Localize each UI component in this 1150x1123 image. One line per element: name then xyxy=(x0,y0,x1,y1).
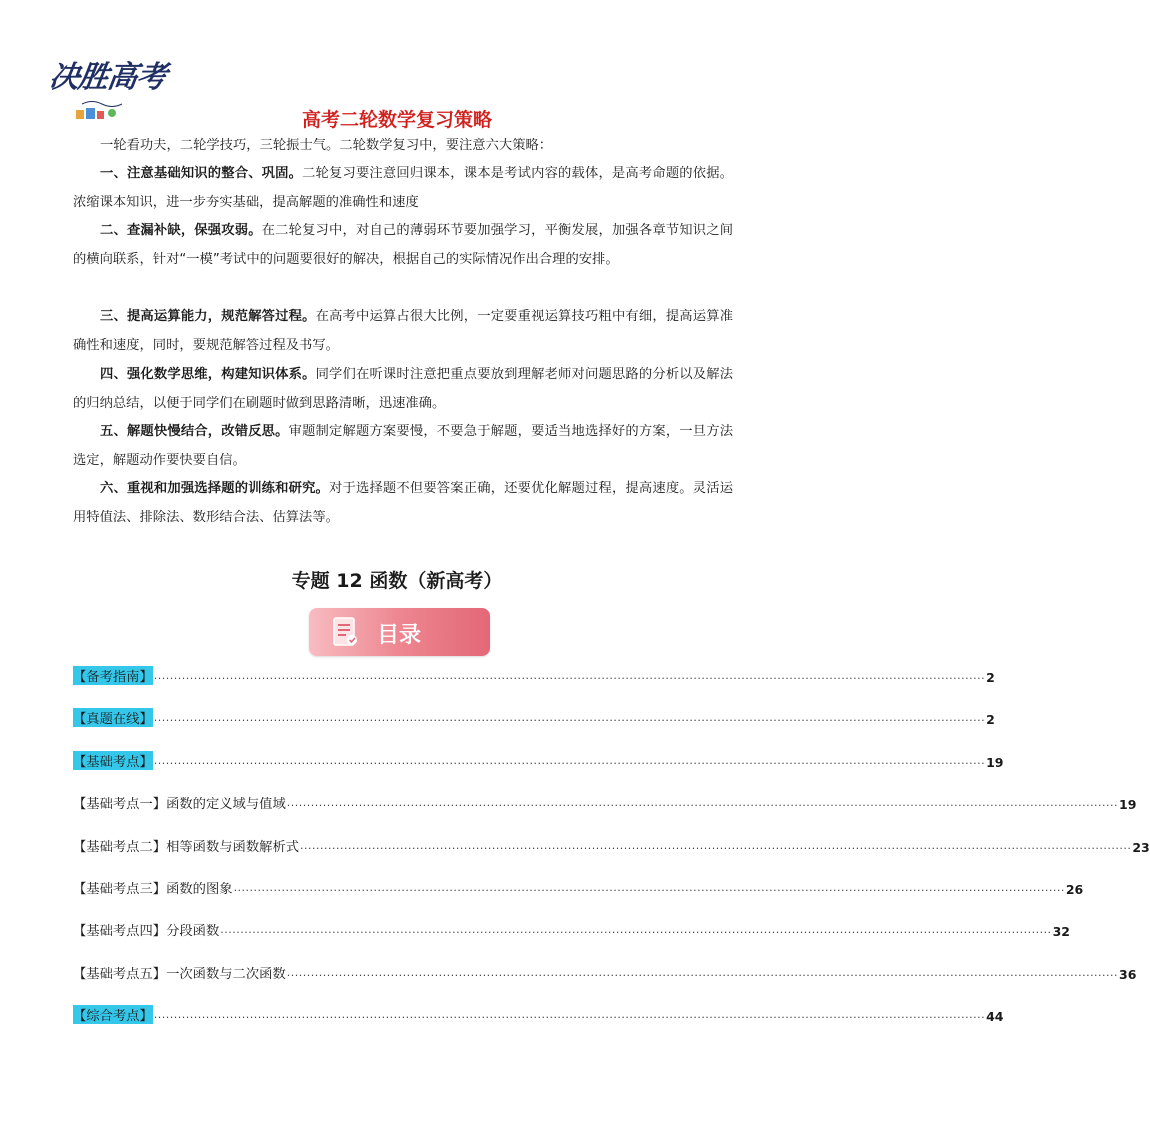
intro-paragraph: 一轮看功夫，二轮学技巧，三轮振士气。二轮数学复习中，要注意六大策略： xyxy=(100,138,553,153)
toc-item[interactable] xyxy=(73,663,995,685)
toc-item-label: 【基础考点】 xyxy=(73,751,153,770)
toc-item[interactable] xyxy=(73,705,995,727)
toc-item-page: 44 xyxy=(986,1009,1004,1024)
page-title: 高考二轮数学复习策略 xyxy=(301,109,492,131)
toc-item[interactable] xyxy=(73,790,1137,812)
toc-item-page: 26 xyxy=(1065,882,1084,897)
strategy-head: 六、重视和加强选择题的训练和研究。 xyxy=(100,481,330,496)
strategy-paragraph-3 xyxy=(73,303,733,360)
document-icon xyxy=(331,616,359,648)
strategy-head: 一、注意基础知识的整合、巩固。 xyxy=(100,166,303,181)
section-title: 专题 12 函数（新高考） xyxy=(291,570,503,592)
toc-banner-label: 目录 xyxy=(377,623,422,648)
toc-item-label: 【备考指南】 xyxy=(73,666,153,685)
toc-item[interactable] xyxy=(73,748,1004,770)
toc-item-label: 【基础考点四】分段函数 xyxy=(73,924,220,939)
strategy-head: 二、查漏补缺，保强攻弱。 xyxy=(100,223,262,238)
strategy-body: 同学们在听课时注意把重点要放到理解老师对问题思路的分析以及解法的归纳总结，以便于同学们在刷题时做到思路清晰，迅速准确。 xyxy=(73,367,734,411)
toc-leader: ................................................................................................................................................................................................................ xyxy=(286,966,1119,979)
toc-leader: ................................................................................................................................................................................................................ xyxy=(153,669,986,682)
strategy-body: 在二轮复习中，对自己的薄弱环节要加强学习，平衡发展，加强各章节知识之间的横向联系，针对“一模”考试中的问题要很好的解决，根据自己的实际情况作出合理的安排。 xyxy=(73,223,734,267)
toc-item[interactable] xyxy=(73,917,1070,939)
toc-item-label: 【基础考点三】函数的图象 xyxy=(73,882,233,897)
strategy-body: 在高考中运算占很大比例，一定要重视运算技巧粗中有细，提高运算准确性和速度，同时，要规范解答过程及书写。 xyxy=(73,309,734,353)
toc-item-page: 2 xyxy=(986,670,995,685)
strategy-body: 二轮复习要注意回归课本，课本是考试内容的载体，是高考命题的依据。浓缩课本知识，进一步夯实基础，提高解题的准确性和速度 xyxy=(73,166,734,210)
strategy-paragraph-5 xyxy=(73,418,733,475)
logo-text: 决胜高考 xyxy=(47,60,168,95)
toc-leader: ................................................................................................................................................................................................................ xyxy=(153,711,986,724)
toc-leader: ................................................................................................................................................................................................................ xyxy=(153,754,986,767)
toc-item-page: 32 xyxy=(1052,924,1070,939)
toc-leader: ................................................................................................................................................................................................................ xyxy=(153,1008,986,1021)
toc-leader: ................................................................................................................................................................................................................ xyxy=(286,796,1119,809)
strategy-paragraph-2 xyxy=(73,217,733,274)
toc-item-page: 23 xyxy=(1132,840,1150,855)
toc-item[interactable] xyxy=(73,960,1137,982)
toc-leader: ................................................................................................................................................................................................................ xyxy=(300,839,1132,852)
strategy-body: 审题制定解题方案要慢，不要急于解题，要适当地选择好的方案，一旦方法选定，解题动作要快要自信。 xyxy=(73,424,734,468)
strategy-head: 四、强化数学思维，构建知识体系。 xyxy=(100,367,316,382)
strategy-head: 五、解题快慢结合，改错反思。 xyxy=(100,424,289,439)
toc-item-label: 【真题在线】 xyxy=(73,708,153,727)
toc-item[interactable] xyxy=(73,833,1150,855)
toc-item-label: 【基础考点二】相等函数与函数解析式 xyxy=(73,840,300,855)
toc-item[interactable] xyxy=(73,1002,1004,1024)
toc-item-label: 【基础考点一】函数的定义域与值域 xyxy=(73,797,286,812)
toc-item-page: 36 xyxy=(1119,967,1137,982)
toc-item-page: 19 xyxy=(1119,797,1137,812)
toc-item-page: 2 xyxy=(986,712,995,727)
toc-item-label: 【综合考点】 xyxy=(73,1005,153,1024)
toc-banner xyxy=(309,608,490,656)
toc-item-page: 19 xyxy=(986,755,1004,770)
toc-item[interactable] xyxy=(73,875,1084,897)
strategy-paragraph-4 xyxy=(73,361,733,418)
strategy-head: 三、提高运算能力，规范解答过程。 xyxy=(100,309,316,324)
strategy-paragraph-6 xyxy=(73,475,733,532)
strategy-body: 对于选择题不但要答案正确，还要优化解题过程，提高速度。灵活运用特值法、排除法、数形结合法、估算法等。 xyxy=(73,481,734,525)
toc-leader: ................................................................................................................................................................................................................ xyxy=(233,881,1065,894)
toc-item-label: 【基础考点五】一次函数与二次函数 xyxy=(73,967,286,982)
toc-leader: ................................................................................................................................................................................................................ xyxy=(220,923,1052,936)
strategy-paragraph-1 xyxy=(73,160,733,217)
